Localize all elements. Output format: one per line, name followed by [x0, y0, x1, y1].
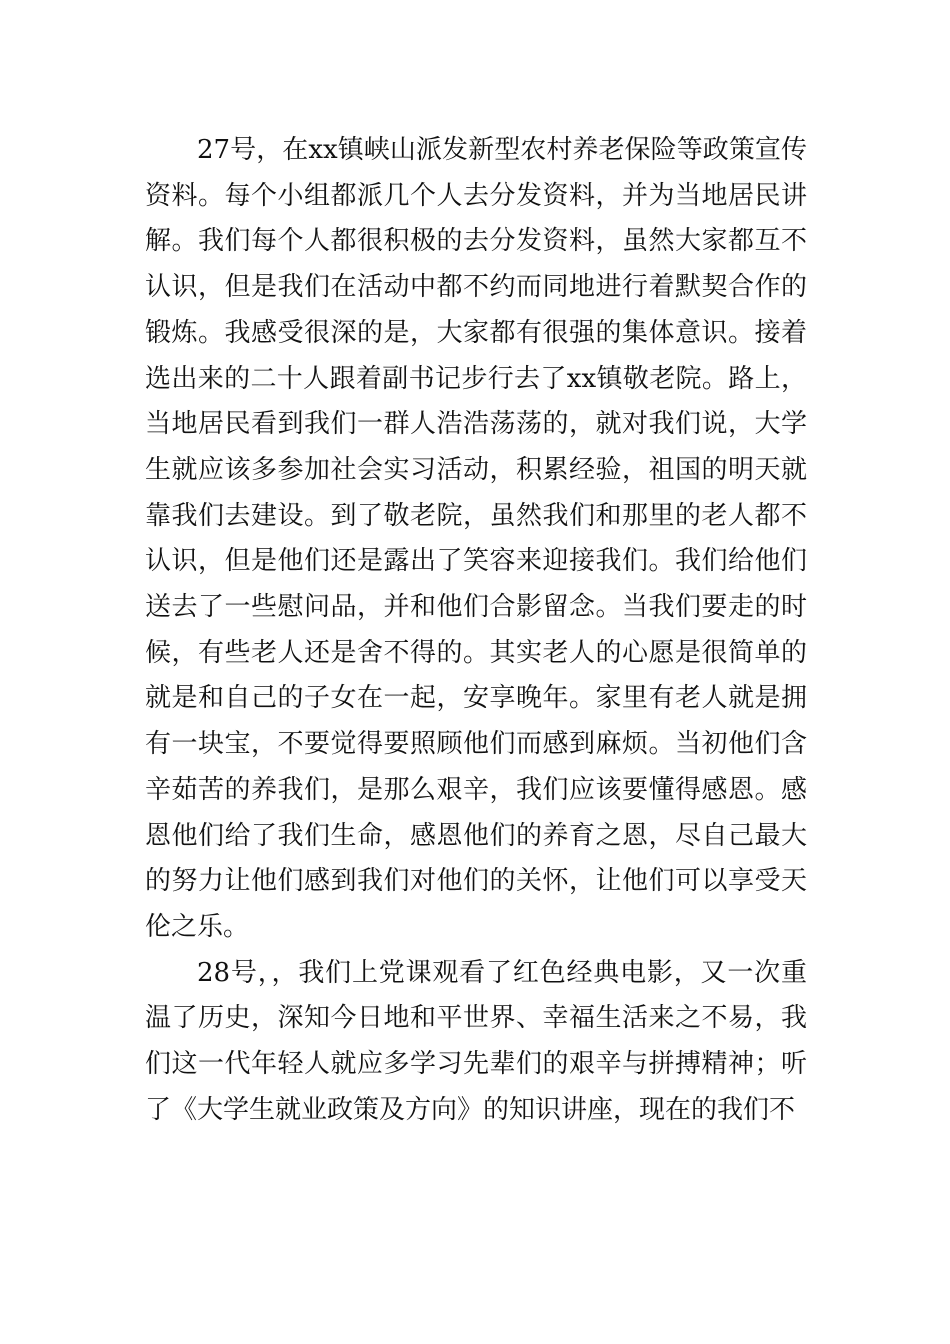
document-body — [145, 128, 807, 1133]
paragraph-day-27: 27号，在xx镇峡山派发新型农村养老保险等政策宣传资料。每个小组都派几个人去分发资料，并为当地居民讲解。我们每个人都很积极的去分发资料，虽然大家都互不认识，但是我们在活动中都不约而同地进行着默契合作的锻炼。我感受很深的是，大家都有很强的集体意识。接着选出来的二十人跟着副书记步行去了xx镇敬老院。路上，当地居民看到我们一群人浩浩荡荡的，就对我们说，大学生就应该多参加社会实习活动，积累经验，祖国的明天就靠我们去建设。到了敬老院，虽然我们和那里的老人都不认识，但是他们还是露出了笑容来迎接我们。我们给他们送去了一些慰问品，并和他们合影留念。当我们要走的时候，有些老人还是舍不得的。其实老人的心愿是很简单的就是和自己的子女在一起，安享晚年。家里有老人就是拥有一块宝，不要觉得要照顾他们而感到麻烦。当初他们含辛茹苦的养我们，是那么艰辛，我们应该要懂得感恩。感恩他们给了我们生命，感恩他们的养育之恩，尽自己最大的努力让他们感到我们对他们的关怀，让他们可以享受天伦之乐。 — [145, 135, 807, 942]
paragraph-day-28: 28号，，我们上党课观看了红色经典电影，又一次重温了历史，深知今日地和平世界、幸福生活来之不易，我们这一代年轻人就应多学习先辈们的艰辛与拼搏精神；听了《大学生就业政策及方向》的知识讲座，现在的我们不 — [145, 957, 807, 1125]
